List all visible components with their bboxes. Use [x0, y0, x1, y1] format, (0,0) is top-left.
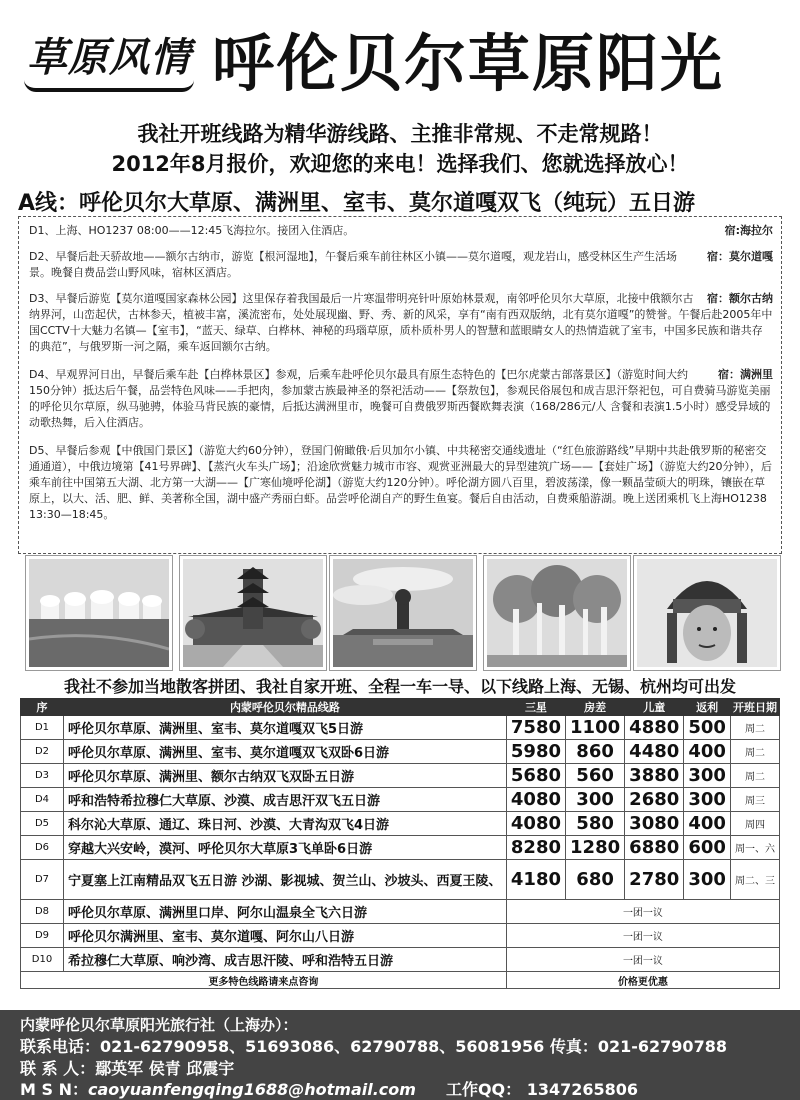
- contacts-line: 联 系 人：鄢英军 侯青 邱震宇: [20, 1059, 235, 1078]
- itinerary-box: [18, 216, 782, 554]
- msn-qq-line: [20, 1077, 638, 1100]
- photo-birch-forest: [484, 556, 630, 670]
- price-3star: 4080: [506, 788, 565, 812]
- price-child: 6880: [625, 836, 684, 860]
- route-code: D4: [21, 788, 64, 812]
- price-room-diff: 300: [566, 788, 625, 812]
- route-code: D9: [21, 924, 64, 948]
- photo-mongolian-woman: [634, 556, 780, 670]
- table-row: [21, 836, 780, 860]
- msn-label: M S N：: [20, 1080, 88, 1099]
- route-name: 呼伦贝尔草原、满洲里、室韦、莫尔道嘎双飞5日游: [64, 716, 507, 740]
- itinerary-day-1: [29, 223, 773, 239]
- page-title: 呼伦贝尔草原阳光: [212, 27, 725, 100]
- schedule: 周二: [730, 740, 779, 764]
- header: [0, 0, 800, 118]
- route-name: 希拉穆仁大草原、响沙湾、成吉思汗陵、呼和浩特五日游: [64, 948, 507, 972]
- msn-address: caoyuanfengqing1688@hotmail.com: [87, 1080, 416, 1099]
- route-name: 呼伦贝尔满洲里、室韦、莫尔道嘎、阿尔山八日游: [64, 924, 507, 948]
- table-row: [21, 900, 780, 924]
- day-text: D1、上海、HO1237 08:00——12:45飞海拉尔。接团入住酒店。: [29, 224, 355, 237]
- itinerary-day-2: [29, 249, 773, 281]
- contact-footer: [0, 1010, 800, 1100]
- price-child: 2780: [625, 860, 684, 900]
- table-row: [21, 948, 780, 972]
- route-name: 呼伦贝尔草原、满洲里口岸、阿尔山温泉全飞六日游: [64, 900, 507, 924]
- route-code: D1: [21, 716, 64, 740]
- stay-label: 宿：满洲里: [718, 368, 773, 381]
- schedule: 周三: [730, 788, 779, 812]
- schedule: 周二、三: [730, 860, 779, 900]
- schedule: 周二: [730, 764, 779, 788]
- price-note: 一团一议: [506, 924, 779, 948]
- price-child: 3880: [625, 764, 684, 788]
- itinerary-day-3: [29, 291, 773, 355]
- table-row: [21, 740, 780, 764]
- route-a-title: A线：呼伦贝尔大草原、满洲里、室韦、莫尔道嘎双飞（纯玩）五日游: [18, 191, 696, 216]
- table-row: [21, 788, 780, 812]
- price-rebate: 600: [684, 836, 731, 860]
- price-room-diff: 560: [566, 764, 625, 788]
- route-name: 宁夏塞上江南精品双飞五日游 沙湖、影视城、贺兰山、沙坡头、西夏王陵、: [64, 860, 507, 900]
- price-rebate: 300: [684, 788, 731, 812]
- price-table: [20, 698, 780, 989]
- better-price-note: 价格更优惠: [506, 972, 779, 989]
- route-code: D5: [21, 812, 64, 836]
- schedule: 周二: [730, 716, 779, 740]
- price-note: 一团一议: [506, 900, 779, 924]
- table-row: [21, 764, 780, 788]
- price-room-diff: 1280: [566, 836, 625, 860]
- qq-number: 工作QQ： 1347265806: [445, 1080, 639, 1099]
- price-rebate: 300: [684, 860, 731, 900]
- price-rebate: 400: [684, 740, 731, 764]
- price-child: 4480: [625, 740, 684, 764]
- price-child: 2680: [625, 788, 684, 812]
- photo-pagoda: [180, 556, 326, 670]
- price-rebate: 400: [684, 812, 731, 836]
- route-code: D3: [21, 764, 64, 788]
- col-child: 儿童: [625, 699, 684, 716]
- photo-strip: [0, 556, 800, 672]
- stay-label: 宿：莫尔道嘎: [707, 250, 773, 263]
- price-room-diff: 1100: [566, 716, 625, 740]
- price-rebate: 500: [684, 716, 731, 740]
- day-text: D4、早观界河日出，早餐后乘车赴【白桦林景区】参观，后乘车赴呼伦贝尔最具有原生态特色的【巴尔虎蒙古部落景区】（游览时间大约150分钟）抵达后午餐，品尝特色风味——手把肉，参加蒙古族最神圣的祭祀活动——【祭敖包】，参观民俗展包和成吉思汗祭祀包，可自费骑马游览美丽的呼伦贝尔草原，纵马驰骋，体验马背民族的豪情，后抵达满洲里市，晚餐可自费俄罗斯西餐欧舞表演（168/286元/人 含餐和表演1.5小时）感受异域的动歌热舞，后入住酒店。: [29, 368, 771, 429]
- route-name: 穿越大兴安岭，漠河、呼伦贝尔大草原3飞单卧6日游: [64, 836, 507, 860]
- logo: [14, 16, 204, 94]
- slogan-line-1: 我社开班线路为精华游线路、主推非常规、不走常规路！: [137, 122, 663, 146]
- day-text: D5、早餐后参观【中俄国门景区】（游览大约60分钟），登国门俯瞰俄·后贝加尔小镇、中共秘密交通线遗址（“红色旅游路线”早期中共赴俄罗斯的秘密交通通道），中俄边境第【41号界碑】、【蒸汽火车头广场】；沿途欣赏魅力城市市容、观赏亚洲最大的异型建筑广场——【套娃广场】（游览大约20分钟），后乘车前往中国第五大湖、北方第一大湖——【广寒仙境呼伦湖】（游览大约120分钟）。呼伦湖方圆八百里，碧波荡漾，像一颗晶莹硕大的明珠，镶嵌在草原上，以大、活、肥、鲜、美著称全国，湖中盛产秀丽白虾。品尝呼伦湖自产的野生鱼宴。餐后自由活动，自费乘船游湖。晚上送团乘机飞上海HO1238 13:30—18:45。: [29, 444, 772, 521]
- route-code: D7: [21, 860, 64, 900]
- route-code: D6: [21, 836, 64, 860]
- route-name: 科尔沁大草原、通辽、珠日河、沙漠、大青沟双飞4日游: [64, 812, 507, 836]
- price-rebate: 300: [684, 764, 731, 788]
- col-schedule: 开班日期: [730, 699, 779, 716]
- col-rebate: 返利: [684, 699, 731, 716]
- slogan-line-2: 2012年8月报价，欢迎您的来电！选择我们、您就选择放心！: [111, 152, 689, 176]
- price-3star: 5680: [506, 764, 565, 788]
- logo-text: 草原风情: [27, 34, 191, 81]
- day-text: D3、早餐后游览【莫尔道嘎国家森林公园】这里保存着我国最后一片寒温带明亮针叶原始林景观，南邻呼伦贝尔大草原，北接中俄额尔古纳界河，山峦起伏，古林参天，植被丰富，溪流密布，处处展现幽、野、秀、新的风采，享有“南有西双版纳，北有莫尔道嘎”的赞誉。午餐后赴2005年中国CCTV十大魅力名镇—【室韦】，“蓝天、绿草、白桦林、神秘的玛瑙草原，质朴质朴男人的智慧和蓝眼睛女人的热情造就了室韦，中国多民族和谐共存的典范”，与俄罗斯一河之隔，乘车返回额尔古纳。: [29, 292, 773, 353]
- price-3star: 4080: [506, 812, 565, 836]
- price-note: 一团一议: [506, 948, 779, 972]
- price-room-diff: 680: [566, 860, 625, 900]
- logo-swoosh: [24, 80, 194, 92]
- price-3star: 5980: [506, 740, 565, 764]
- col-room-diff: 房差: [566, 699, 625, 716]
- route-name: 呼和浩特希拉穆仁大草原、沙漠、成吉思汗双飞五日游: [64, 788, 507, 812]
- price-child: 4880: [625, 716, 684, 740]
- more-routes-note: 更多特色线路请来点咨询: [21, 972, 507, 989]
- table-row: [21, 924, 780, 948]
- stay-label: 宿：额尔古纳: [707, 292, 773, 305]
- itinerary-day-5: [29, 443, 773, 523]
- photo-monument: [330, 556, 476, 670]
- notice-line: 我社不参加当地散客拼团、我社自家开班、全程一车一导、以下线路上海、无锡、杭州均可出发: [63, 677, 736, 696]
- table-row: [21, 812, 780, 836]
- col-code: 序: [21, 699, 64, 716]
- price-child: 3080: [625, 812, 684, 836]
- route-code: D8: [21, 900, 64, 924]
- price-3star: 8280: [506, 836, 565, 860]
- itinerary-day-4: [29, 367, 773, 431]
- phone-line: 联系电话：021-62790958、51693086、62790788、56081956 传真：021-62790788: [20, 1037, 727, 1056]
- price-room-diff: 860: [566, 740, 625, 764]
- col-3star: 三星: [506, 699, 565, 716]
- stay-label: 宿:海拉尔: [724, 224, 773, 237]
- day-text: D2、早餐后赴天骄故地——额尔古纳市，游览【根河湿地】，午餐后乘车前往林区小镇——莫尔道嘎，观龙岩山，感受林区生产生活场景。晚餐自费品尝山野风味，宿林区酒店。: [29, 250, 677, 279]
- route-code: D10: [21, 948, 64, 972]
- price-3star: 4180: [506, 860, 565, 900]
- table-row: [21, 860, 780, 900]
- price-3star: 7580: [506, 716, 565, 740]
- price-room-diff: 580: [566, 812, 625, 836]
- col-route: 内蒙呼伦贝尔精品线路: [64, 699, 507, 716]
- schedule: 周一、六: [730, 836, 779, 860]
- photo-yurts: [26, 556, 172, 670]
- route-code: D2: [21, 740, 64, 764]
- schedule: 周四: [730, 812, 779, 836]
- route-name: 呼伦贝尔草原、满洲里、额尔古纳双飞双卧五日游: [64, 764, 507, 788]
- table-footer-row: [21, 972, 780, 989]
- agency-name: 内蒙呼伦贝尔草原阳光旅行社（上海办）：: [20, 1016, 298, 1034]
- table-row: [21, 716, 780, 740]
- route-name: 呼伦贝尔草原、满洲里、室韦、莫尔道嘎双飞双卧6日游: [64, 740, 507, 764]
- table-header-row: [21, 699, 780, 716]
